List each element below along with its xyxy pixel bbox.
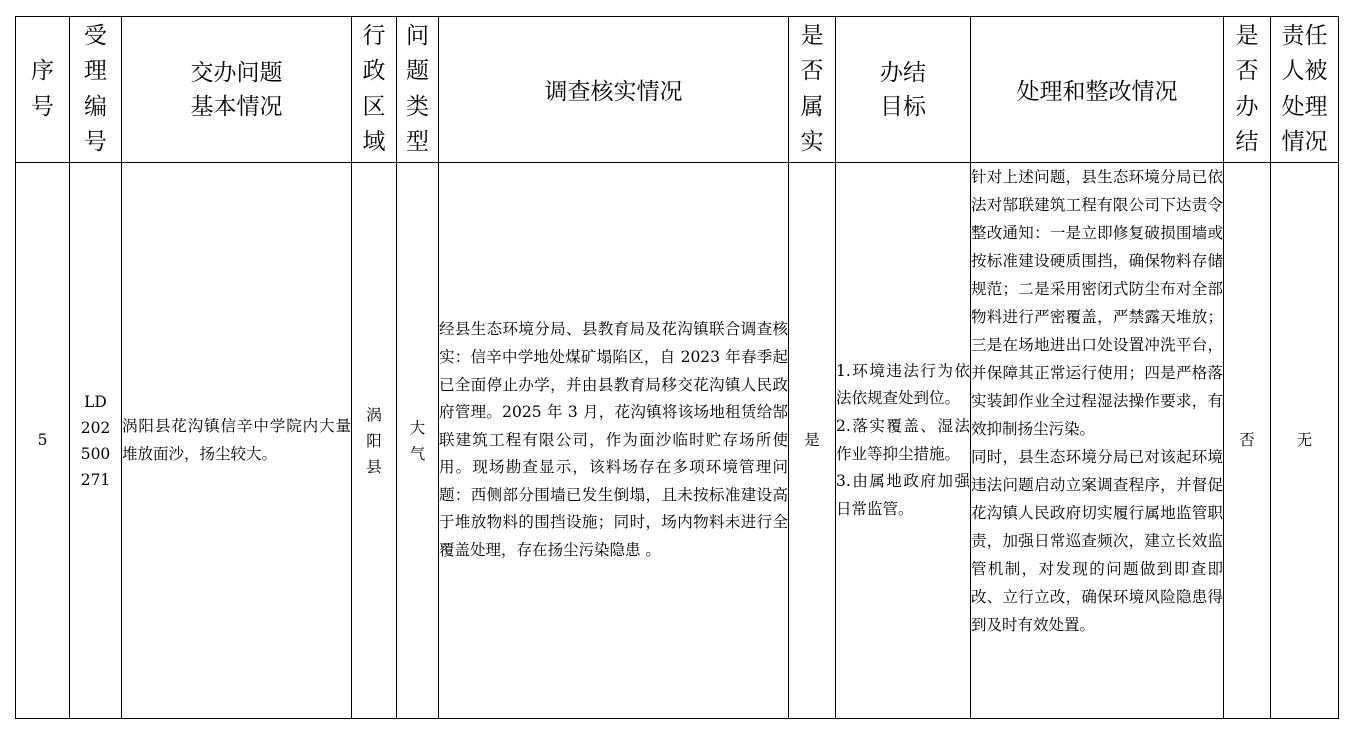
header-row: [16, 17, 1339, 163]
header-receipt-no: [70, 17, 122, 163]
header-rectification-label: 处理和整改情况: [1016, 79, 1178, 105]
cell-seq: 5: [16, 163, 70, 719]
header-receipt-no-label: 受理编号: [84, 22, 107, 155]
goal-item: 2.落实覆盖、湿法作业等抑尘措施。: [836, 416, 970, 463]
table-row: [16, 163, 1339, 719]
header-issue: [122, 17, 352, 163]
cell-issue-type-text: 大气: [409, 418, 426, 463]
cell-completed: 否: [1224, 163, 1271, 719]
header-completed-label: 是否办结: [1235, 22, 1259, 155]
rectification-paragraph-2: 同时，县生态环境分局已对该起环境违法问题启动立案调查程序，并督促花沟镇人民政府切实履行属地监管职责，加强日常巡查频次，建立长效监管机制，对发现的问题做到即查即改、立行立改，确保环境风险隐患得到及时有效处置。: [971, 448, 1223, 634]
header-accountability: [1271, 17, 1339, 163]
cell-issue-type: [397, 163, 439, 719]
receipt-no-line: LD: [84, 392, 107, 411]
header-accountability-label: 责任人被处理情况: [1281, 22, 1328, 155]
header-goal-line-2: 目标: [880, 93, 926, 120]
header-verified-label: 是否属实: [800, 22, 824, 155]
cell-issue: 涡阳县花沟镇信辛中学院内大量堆放面沙，扬尘较大。: [122, 163, 352, 719]
header-seq-label: 序号: [31, 58, 54, 120]
header-goal: [836, 17, 971, 163]
header-region-label: 行政区域: [362, 22, 386, 155]
header-goal-line-1: 办结: [880, 59, 926, 86]
header-issue-type: [397, 17, 439, 163]
goal-item: 1.环境违法行为依法依规查处到位。: [836, 361, 970, 408]
header-issue-line-1: 交办问题: [190, 59, 283, 86]
receipt-no-line: 271: [80, 470, 111, 489]
header-investigation: [439, 17, 789, 163]
header-completed: [1224, 17, 1271, 163]
goal-item: 3.由属地政府加强日常监管。: [836, 472, 970, 518]
header-rectification: [971, 17, 1224, 163]
cell-region-text: 涡阳县: [366, 405, 382, 476]
supervision-table: [15, 16, 1339, 719]
receipt-no-line: 500: [80, 444, 111, 463]
cell-receipt-no: [70, 163, 122, 719]
cell-region: [352, 163, 397, 719]
header-region: [352, 17, 397, 163]
header-investigation-label: 调查核实情况: [544, 79, 683, 105]
cell-accountability: 无: [1271, 163, 1339, 719]
receipt-no-line: 202: [80, 418, 111, 437]
rectification-paragraph-1: 针对上述问题，县生态环境分局已依法对郜联建筑工程有限公司下达责令整改通知：一是立即修复破损围墙或按标准建设硬质围挡，确保物料存储规范；二是采用密闭式防尘布对全部物料进行严密覆盖，严禁露天堆放；三是在场地进出口处设置冲洗平台，并保障其正常运行使用；四是严格落实装卸作业全过程湿法操作要求，有效抑制扬尘污染。: [971, 168, 1223, 438]
cell-investigation: 经县生态环境分局、县教育局及花沟镇联合调查核实：信辛中学地处煤矿塌陷区，自 2023 年春季起已全面停止办学，并由县教育局移交花沟镇人民政府管理。2025 年 3 月，花沟镇将该场地租赁给郜联建筑工程有限公司，作为面沙临时贮存场所使用。现场勘查显示，该料场存在多项环境管理问题：西侧部分围墙已发生倒塌，且未按标准建设高于堆放物料的围挡设施；同时，场内物料未进行全覆盖处理，存在扬尘污染隐患 。: [439, 163, 789, 719]
header-issue-type-label: 问题类型: [406, 22, 429, 155]
cell-goal: [836, 163, 971, 719]
header-issue-line-2: 基本情况: [190, 93, 283, 120]
cell-verified: 是: [789, 163, 836, 719]
cell-rectification: [971, 163, 1224, 719]
header-seq: [16, 17, 70, 163]
header-verified: [789, 17, 836, 163]
